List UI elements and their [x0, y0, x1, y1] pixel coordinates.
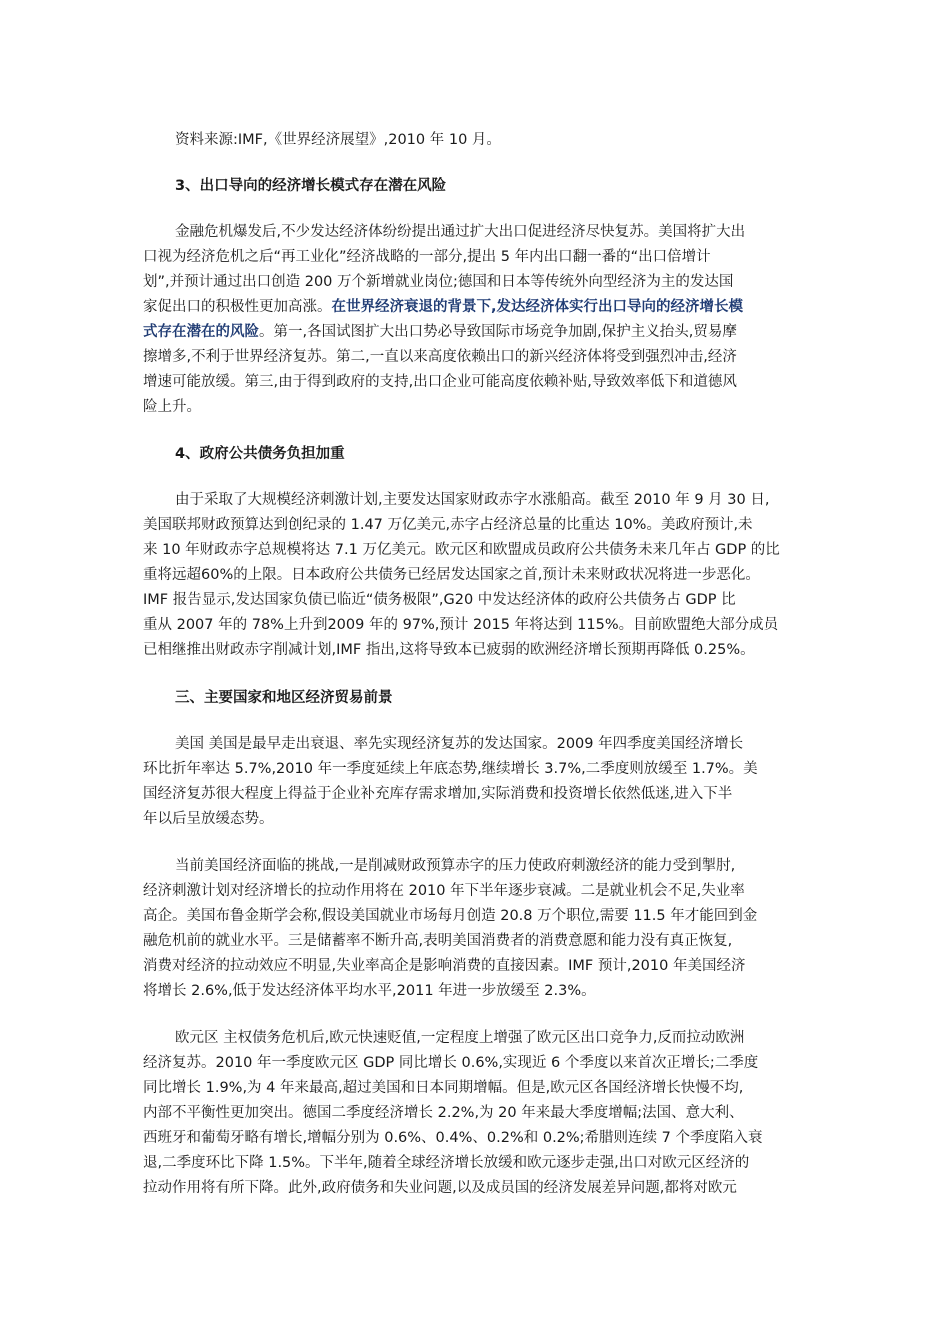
- paragraph-line: 内部不平衡性更加突出。德国二季度经济增长 2.2%,为 20 年来最大季度增幅;法国、意大利、: [143, 1105, 744, 1121]
- paragraph-line: 当前美国经济面临的挑战,一是削减财政预算赤字的压力使政府刺激经济的能力受到掣肘,: [175, 858, 736, 874]
- paragraph-line: 同比增长 1.9%,为 4 年来最高,超过美国和日本同期增幅。但是,欧元区各国经济增长快慢不均,: [143, 1080, 744, 1096]
- paragraph-line: 年以后呈放缓态势。: [143, 811, 274, 827]
- paragraph-line: 金融危机爆发后,不少发达经济体纷纷提出通过扩大出口促进经济尽快复苏。美国将扩大出: [175, 224, 746, 240]
- paragraph-line: 消费对经济的拉动效应不明显,失业率高企是影响消费的直接因素。IMF 预计,2010 年美国经济: [143, 958, 746, 974]
- paragraph-line: 擦增多,不利于世界经济复苏。第二,一直以来高度依赖出口的新兴经济体将受到强烈冲击,经济: [143, 349, 737, 365]
- paragraph-line: 欧元区 主权债务危机后,欧元快速贬值,一定程度上增强了欧元区出口竞争力,反而拉动欧洲: [175, 1030, 745, 1046]
- paragraph-line: 已相继推出财政赤字削减计划,IMF 指出,这将导致本已疲弱的欧洲经济增长预期再降低 0.25%。: [143, 642, 755, 658]
- paragraph-line: 增速可能放缓。第三,由于得到政府的支持,出口企业可能高度依赖补贴,导致效率低下和道德风: [143, 374, 737, 390]
- paragraph-line: 拉动作用将有所下降。此外,政府债务和失业问题,以及成员国的经济发展差异问题,都将对欧元: [143, 1180, 737, 1196]
- paragraph-line: 经济复苏。2010 年一季度欧元区 GDP 同比增长 0.6%,实现近 6 个季度以来首次正增长;二季度: [143, 1055, 759, 1071]
- section-heading-export-risk: 3、出口导向的经济增长模式存在潜在风险: [175, 178, 447, 194]
- paragraph-line: 国经济复苏很大程度上得益于企业补充库存需求增加,实际消费和投资增长依然低迷,进入下半: [143, 786, 733, 802]
- paragraph-line: 高企。美国布鲁金斯学会称,假设美国就业市场每月创造 20.8 万个职位,需要 11.5 年才能回到金: [143, 908, 758, 924]
- paragraph-text: 。第一,各国试图扩大出口势必导致国际市场竞争加剧,保护主义抬头,贸易摩: [259, 324, 737, 340]
- paragraph-line: 险上升。: [143, 399, 201, 415]
- paragraph-line: 退,二季度环比下降 1.5%。下半年,随着全球经济增长放缓和欧元逐步走强,出口对欧元区经济的: [143, 1155, 750, 1171]
- paragraph-line: 融危机前的就业水平。三是储蓄率不断升高,表明美国消费者的消费意愿和能力没有真正恢复,: [143, 933, 733, 949]
- paragraph-line: 口视为经济危机之后“再工业化”经济战略的一部分,提出 5 年内出口翻一番的“出口倍增计: [143, 249, 711, 265]
- paragraph-line: 由于采取了大规模经济刺激计划,主要发达国家财政赤字水涨船高。截至 2010 年 9 月 30 日,: [175, 492, 770, 508]
- paragraph-line: 经济刺激计划对经济增长的拉动作用将在 2010 年下半年逐步衰减。二是就业机会不足,失业率: [143, 883, 745, 899]
- paragraph-line: 重将远超60%的上限。日本政府公共债务已经居发达国家之首,预计未来财政状况将进一步恶化。: [143, 567, 760, 583]
- paragraph-line: 划”,并预计通过出口创造 200 万个新增就业岗位;德国和日本等传统外向型经济为主的发达国: [143, 274, 734, 290]
- paragraph-text: 家促出口的积极性更加高涨。: [143, 299, 332, 315]
- source-note: 资料来源:IMF,《世界经济展望》,2010 年 10 月。: [175, 132, 501, 148]
- paragraph-line: 西班牙和葡萄牙略有增长,增幅分别为 0.6%、0.4%、0.2%和 0.2%;希腊则连续 7 个季度陷入衰: [143, 1130, 763, 1146]
- highlighted-text: 在世界经济衰退的背景下,发达经济体实行出口导向的经济增长模: [331, 299, 744, 315]
- highlighted-text: 式存在潜在的风险: [143, 324, 259, 340]
- section-heading-outlook: 三、主要国家和地区经济贸易前景: [175, 690, 393, 706]
- paragraph-line: 环比折年率达 5.7%,2010 年一季度延续上年底态势,继续增长 3.7%,二季度则放缓至 1.7%。美: [143, 761, 758, 777]
- paragraph-line: 将增长 2.6%,低于发达经济体平均水平,2011 年进一步放缓至 2.3%。: [143, 983, 596, 999]
- paragraph-line: IMF 报告显示,发达国家负债已临近“债务极限”,G20 中发达经济体的政府公共债务占 GDP 比: [143, 592, 736, 608]
- paragraph-line: [143, 320, 737, 344]
- paragraph-line: 美国联邦财政预算达到创纪录的 1.47 万亿美元,赤字占经济总量的比重达 10%。美政府预计,未: [143, 517, 753, 533]
- paragraph-line: [143, 295, 743, 319]
- paragraph-line: 美国 美国是最早走出衰退、率先实现经济复苏的发达国家。2009 年四季度美国经济增长: [175, 736, 744, 752]
- section-heading-public-debt: 4、政府公共债务负担加重: [175, 446, 345, 462]
- paragraph-line: 重从 2007 年的 78%上升到2009 年的 97%,预计 2015 年将达到 115%。目前欧盟绝大部分成员: [143, 617, 779, 633]
- paragraph-line: 来 10 年财政赤字总规模将达 7.1 万亿美元。欧元区和欧盟成员政府公共债务未来几年占 GDP 的比: [143, 542, 780, 558]
